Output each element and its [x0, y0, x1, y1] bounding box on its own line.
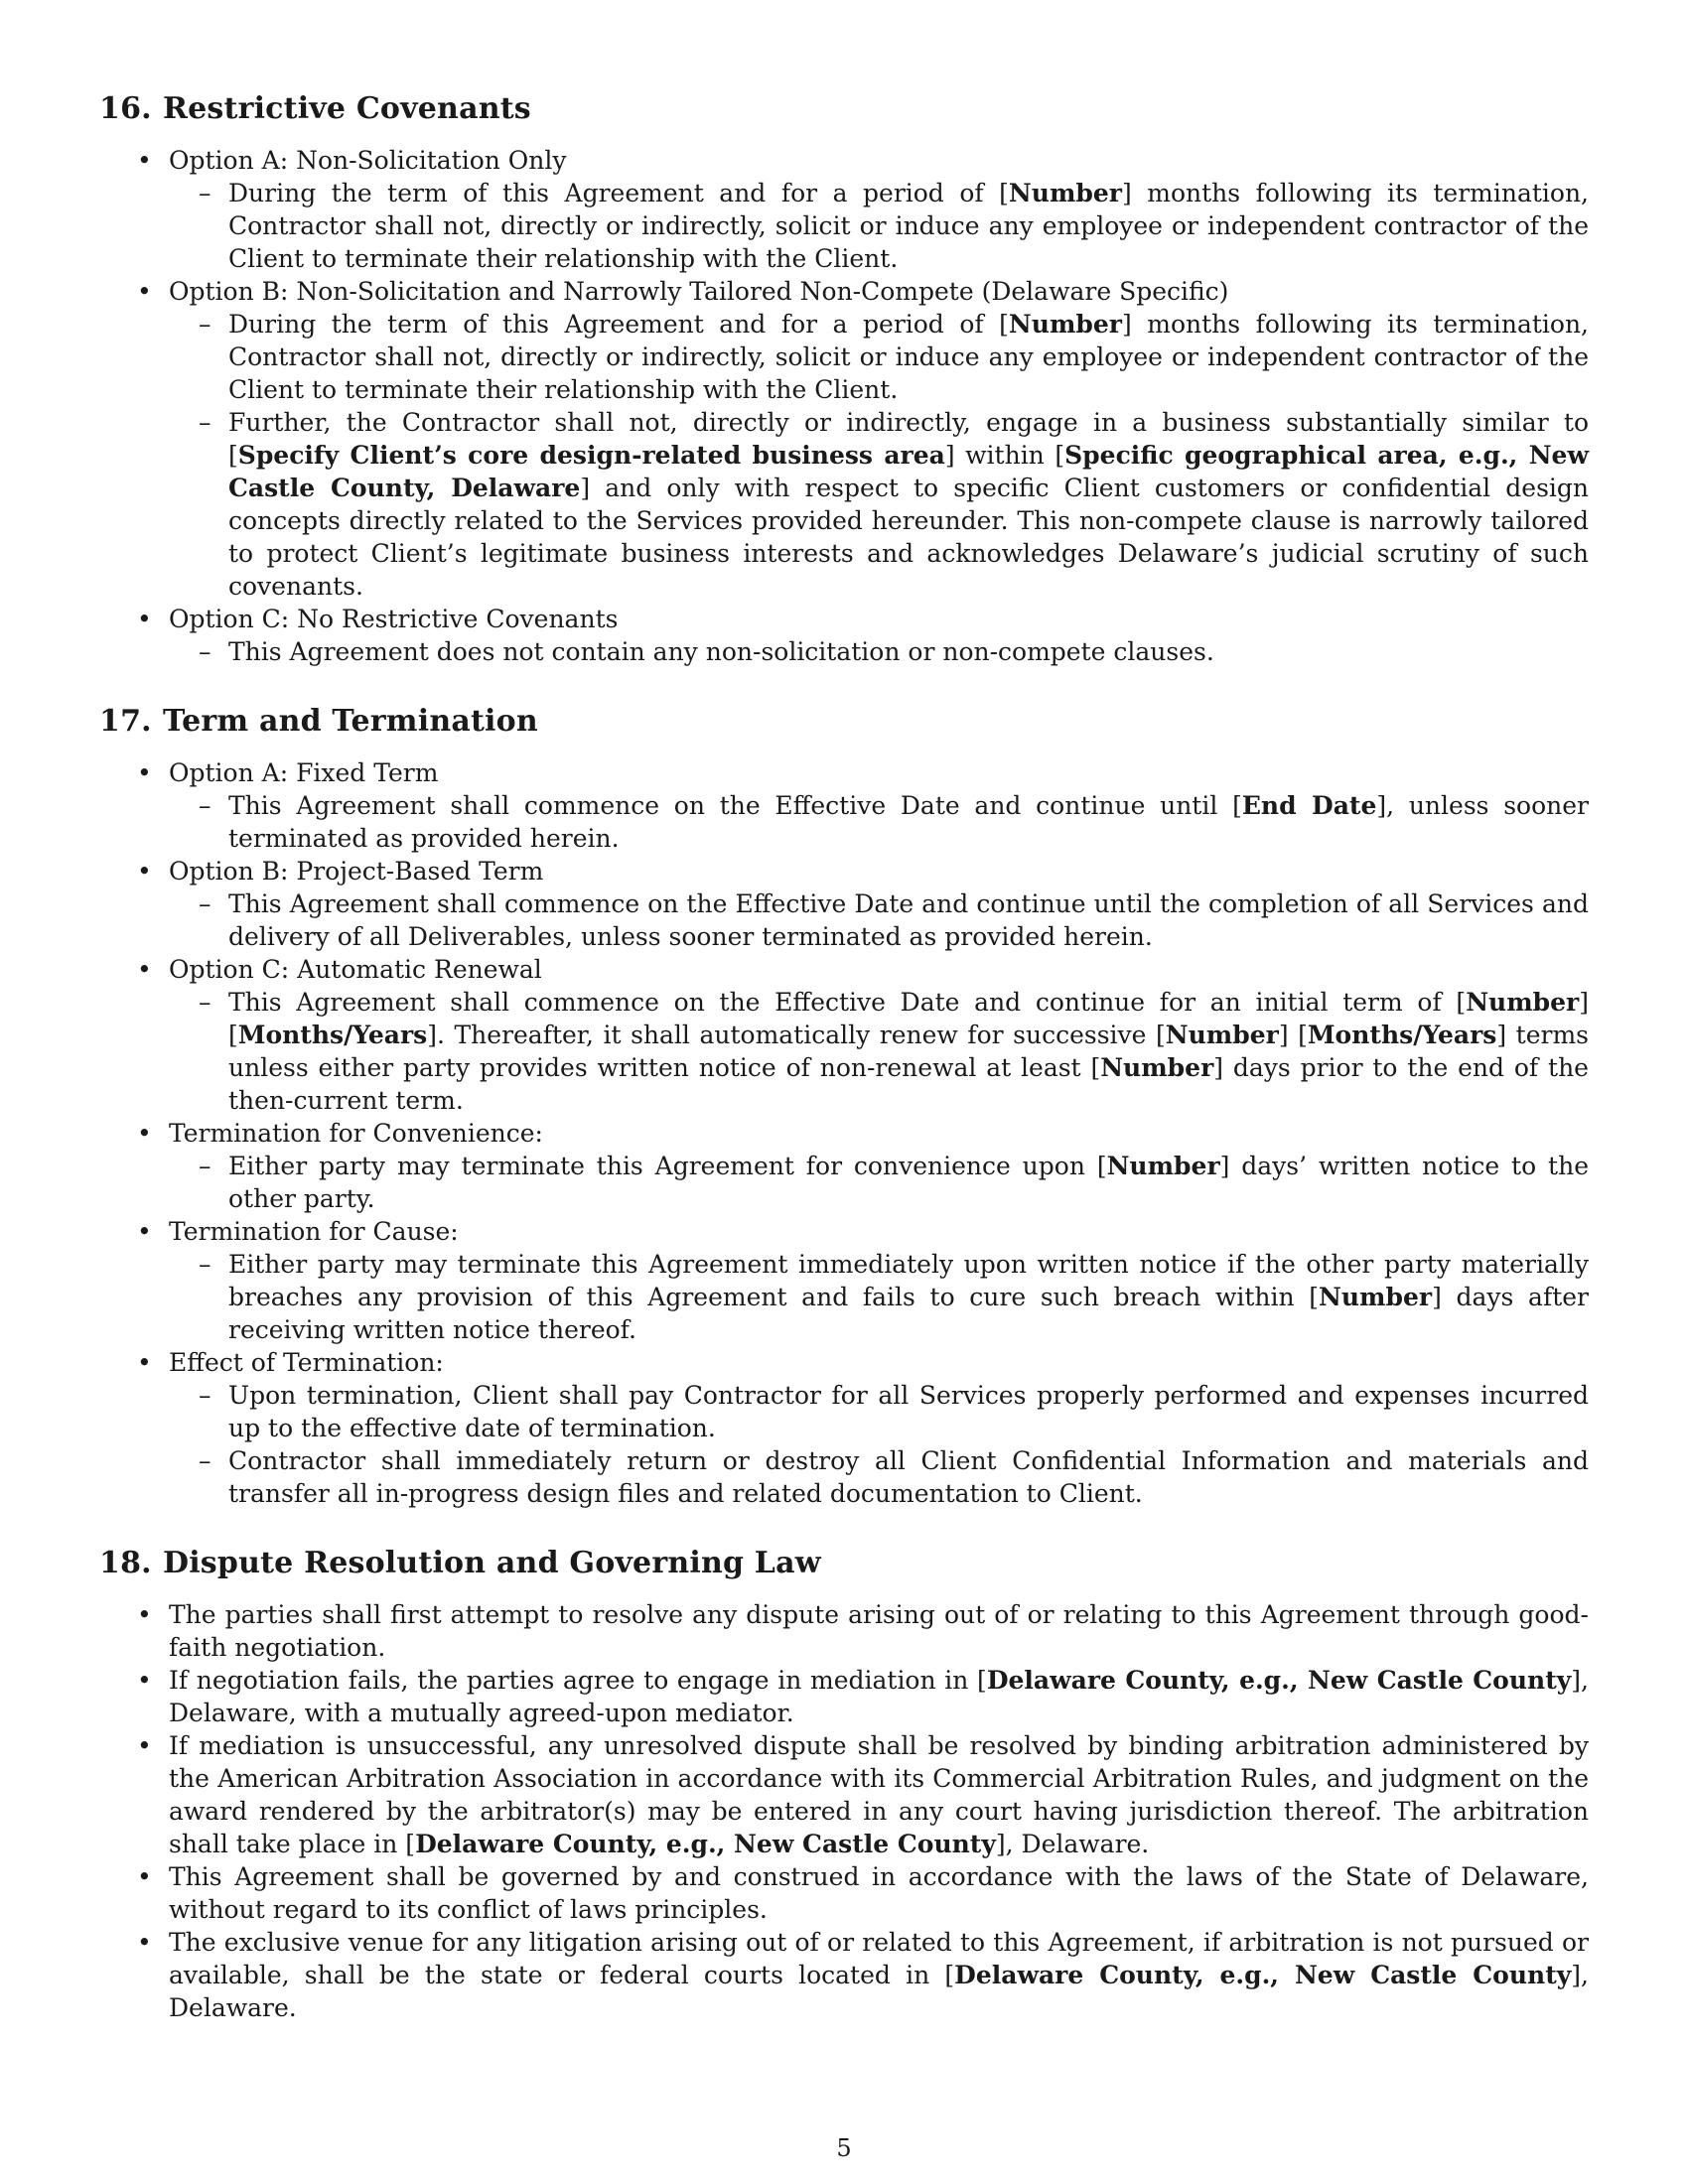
- section-16: [99, 91, 1589, 668]
- clause-text: Either party may terminate this Agreement for convenience upon [: [228, 1152, 1107, 1180]
- clause-text: ] and only with respect to specific Client customers or confidential design concepts directly related to the Services provided hereunder. This non-compete clause is narrowly tailored to protect Client’s legitimate business interests and acknowledges Delaware’s judicial scrutiny of such covenants.: [228, 474, 1589, 601]
- placeholder-field: Specific geographical area, e.g., New Castle County, Delaware: [228, 441, 1589, 502]
- sub-list-item: [169, 406, 1589, 603]
- sub-list: [169, 308, 1589, 603]
- option-label: Effect of Termination:: [169, 1348, 444, 1377]
- option-label: Option B: Project-Based Term: [169, 857, 544, 886]
- sub-list: [169, 635, 1589, 668]
- list-item: [99, 144, 1589, 275]
- section-17: [99, 704, 1589, 1510]
- option-label: Termination for Cause:: [169, 1217, 459, 1246]
- placeholder-field: Number: [1466, 988, 1580, 1017]
- section-heading: [99, 91, 1589, 126]
- clause-text: ], Delaware, with a mutually agreed-upon mediator.: [169, 1666, 1589, 1727]
- placeholder-field: Specify Client’s core design-related business area: [237, 441, 945, 470]
- list-item: [99, 1117, 1589, 1215]
- section-18: [99, 1546, 1589, 2024]
- section-number: 18.: [99, 1546, 152, 1580]
- clause-text: Either party may terminate this Agreement immediately upon written notice if the other party materially breaches any provision of this Agreement and fails to cure such breach within [: [228, 1250, 1589, 1311]
- option-list: [99, 144, 1589, 668]
- placeholder-field: Delaware County, e.g., New Castle County: [954, 1961, 1572, 1989]
- option-label: Option A: Non-Solicitation Only: [169, 146, 567, 175]
- list-item: [99, 1664, 1589, 1729]
- clause-text: If negotiation fails, the parties agree to engage in mediation in [: [169, 1666, 987, 1695]
- clause-text: [169, 1664, 1589, 1729]
- placeholder-field: Months/Years: [237, 1021, 428, 1049]
- clause-text: • The parties shall first attempt to resolve any dispute arising out of or relating to this Agreement through good-faith negotiation.: [169, 1600, 1589, 1662]
- section-heading: [99, 1546, 1589, 1580]
- list-item: [99, 855, 1589, 953]
- clause-text: ]. Thereafter, it shall automatically renew for successive [: [427, 1021, 1166, 1049]
- clause-text: During the term of this Agreement and for a period of [: [228, 179, 1009, 207]
- list-item: [99, 953, 1589, 1117]
- list-item: [99, 1598, 1589, 1664]
- list-item: [99, 1926, 1589, 2024]
- clause-text: ], Delaware.: [169, 1961, 1589, 2022]
- sub-list: [169, 1150, 1589, 1215]
- sub-list: [169, 1379, 1589, 1510]
- clause-text: During the term of this Agreement and for a period of [: [228, 310, 1009, 339]
- sub-list-item: [169, 1248, 1589, 1346]
- sub-list-item: [169, 887, 1589, 953]
- list-item: [99, 1729, 1589, 1860]
- clause-text: [169, 1926, 1589, 2024]
- placeholder-field: Delaware County, e.g., New Castle County: [415, 1830, 996, 1858]
- clause-text: [169, 1729, 1589, 1860]
- clause-text: This Agreement shall commence on the Effective Date and continue until [: [228, 791, 1242, 820]
- placeholder-field: Number: [1165, 1021, 1279, 1049]
- list-item: [99, 756, 1589, 855]
- option-label: Option B: Non-Solicitation and Narrowly Tailored Non-Compete (Delaware Specific): [169, 277, 1229, 306]
- clause-text: • This Agreement shall be governed by and construed in accordance with the laws of the State of Delaware, without regard to its conflict of laws principles.: [169, 1862, 1589, 1924]
- option-label: Option A: Fixed Term: [169, 758, 439, 787]
- sub-list: [169, 887, 1589, 953]
- sub-list-item: – Upon termination, Client shall pay Contractor for all Services properly performed and expenses incurred up to the effective date of termination.: [169, 1379, 1589, 1444]
- clause-text: ] [: [228, 988, 1589, 1049]
- placeholder-field: Months/Years: [1307, 1021, 1497, 1049]
- clause-list: [99, 1598, 1589, 2024]
- placeholder-field: Number: [1319, 1283, 1433, 1311]
- section-title: Term and Termination: [163, 704, 538, 739]
- placeholder-field: Number: [1100, 1053, 1214, 1082]
- sub-list-item: – Contractor shall immediately return or destroy all Client Confidential Information and materials and transfer all in-progress design files and related documentation to Client.: [169, 1444, 1589, 1510]
- clause-text: ] days after receiving written notice thereof.: [228, 1283, 1589, 1344]
- document-content: [99, 91, 1589, 2060]
- sub-list: [169, 789, 1589, 855]
- clause-text: If mediation is unsuccessful, any unresolved dispute shall be resolved by binding arbitration administered by the American Arbitration Association in accordance with its Commercial Arbitration Rules, and judgment on the award rendered by the arbitrator(s) may be entered in any court having jurisdiction thereof. The arbitration shall take place in [: [169, 1731, 1589, 1858]
- clause-text: This Agreement does not contain any non-solicitation or non-compete clauses.: [228, 637, 1214, 666]
- list-item: [99, 275, 1589, 603]
- page-number: 5: [836, 2134, 852, 2162]
- clause-text: ] [: [1278, 1021, 1308, 1049]
- clause-text: Further, the Contractor shall not, directly or indirectly, engage in a business substantially similar to [: [228, 408, 1589, 470]
- clause-text: This Agreement shall commence on the Effective Date and continue for an initial term of [: [228, 988, 1467, 1017]
- clause-text: The exclusive venue for any litigation arising out of or related to this Agreement, if arbitration is not pursued or available, shall be the state or federal courts located in [: [169, 1928, 1589, 1989]
- placeholder-field: End Date: [1241, 791, 1377, 820]
- clause-text: ] months following its termination, Contractor shall not, directly or indirectly, solicit or induce any employee or independent contractor of the Client to terminate their relationship with the Client.: [228, 310, 1589, 404]
- list-item: [99, 1860, 1589, 1926]
- option-label: Option C: Automatic Renewal: [169, 955, 542, 984]
- sub-list-item: [169, 986, 1589, 1117]
- clause-text: This Agreement shall commence on the Effective Date and continue until the completion of all Services and delivery of all Deliverables, unless sooner terminated as provided herein.: [228, 889, 1589, 951]
- clause-text: ] months following its termination, Contractor shall not, directly or indirectly, solicit or induce any employee or independent contractor of the Client to terminate their relationship with the Client.: [228, 179, 1589, 273]
- option-label: Option C: No Restrictive Covenants: [169, 605, 619, 633]
- sub-list: [169, 177, 1589, 275]
- placeholder-field: Number: [1008, 310, 1122, 339]
- placeholder-field: Delaware County, e.g., New Castle County: [986, 1666, 1572, 1695]
- clause-text: ], unless sooner terminated as provided herein.: [228, 791, 1590, 853]
- sub-list-item: [169, 177, 1589, 275]
- clause-text: ] days’ written notice to the other party.: [228, 1152, 1589, 1213]
- clause-text: ], Delaware.: [995, 1830, 1150, 1858]
- list-item: [99, 603, 1589, 668]
- sub-list-item: [169, 789, 1589, 855]
- section-title: Dispute Resolution and Governing Law: [163, 1546, 821, 1580]
- placeholder-field: Number: [1106, 1152, 1220, 1180]
- sub-list-item: [169, 635, 1589, 668]
- sub-list: [169, 1248, 1589, 1346]
- clause-text: ] days prior to the end of the then-current term.: [228, 1053, 1589, 1115]
- list-item: [99, 1346, 1589, 1510]
- section-heading: [99, 704, 1589, 739]
- list-item: [99, 1215, 1589, 1346]
- section-title: Restrictive Covenants: [163, 91, 531, 126]
- option-label: Termination for Convenience:: [169, 1119, 543, 1148]
- clause-text: ] within [: [944, 441, 1065, 470]
- sub-list: [169, 986, 1589, 1117]
- sub-list-item: [169, 308, 1589, 406]
- option-list: [99, 756, 1589, 1510]
- section-number: 16.: [99, 91, 152, 126]
- sub-list-item: [169, 1150, 1589, 1215]
- placeholder-field: Number: [1008, 179, 1122, 207]
- clause-text: ] terms unless either party provides written notice of non-renewal at least [: [228, 1021, 1589, 1082]
- section-number: 17.: [99, 704, 152, 739]
